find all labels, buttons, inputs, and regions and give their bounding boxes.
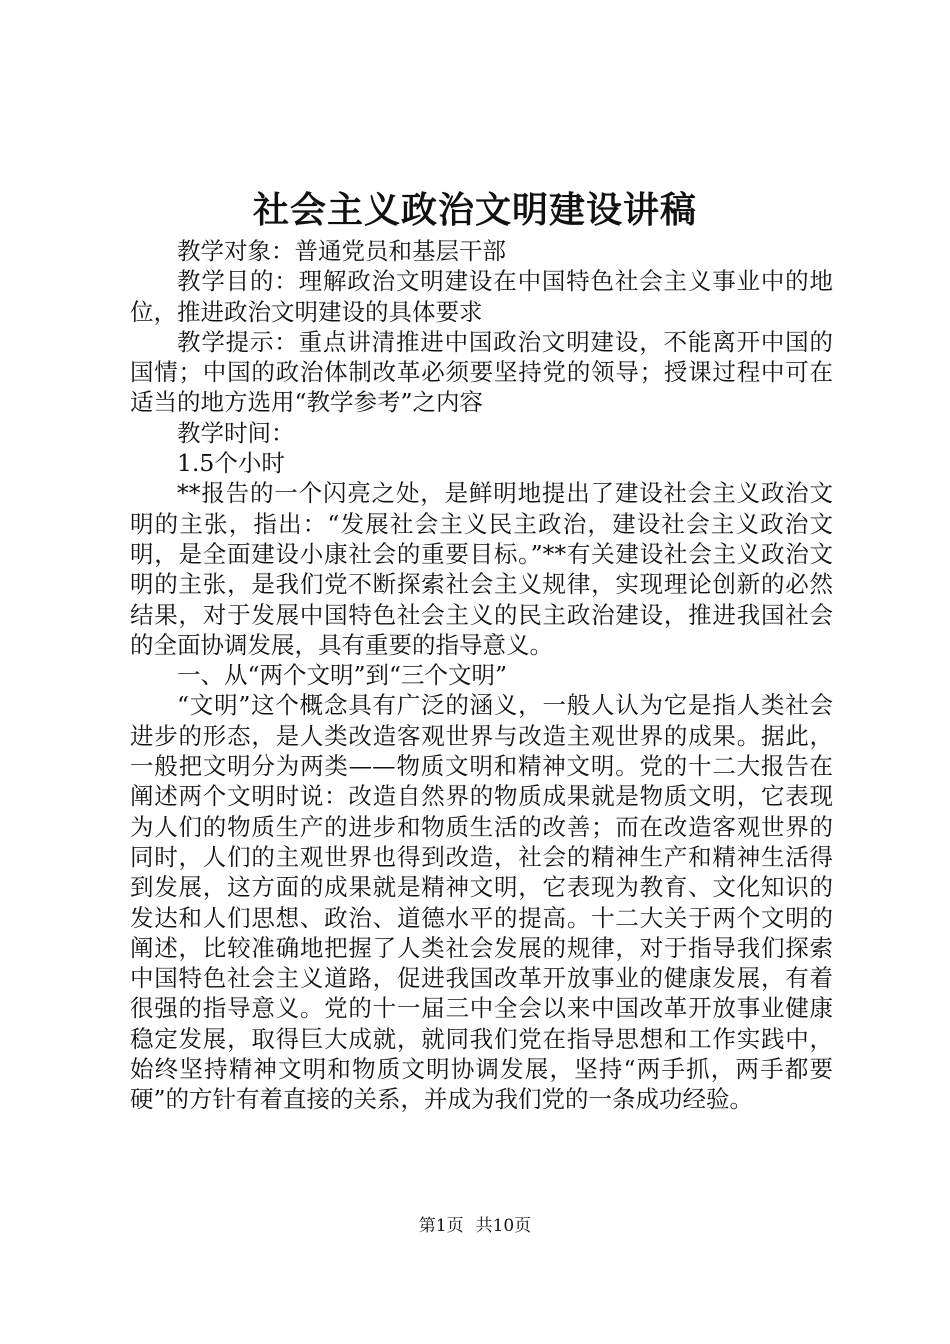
section-heading-two-to-three-civilizations: 一、从“两个文明”到“三个文明” bbox=[177, 661, 508, 690]
paragraph-teaching-purpose: 教学目的：理解政治文明建设在中国特色社会主义事业中的地位，推进政治文明建设的具体要求 bbox=[130, 267, 833, 326]
paragraph-civilization-concept: “文明”这个概念具有广泛的涵义，一般人认为它是指人类社会进步的形态，是人类改造客观世界与改造主观世界的成果。据此，一般把文明分为两类——物质文明和精神文明。党的十二大报告在阐述两个文明时说：改造自然界的物质成果就是物质文明，它表现为人们的物质生产的进步和物质生活的改善；而在改造客观世界的同时，人们的主观世界也得到改造，社会的精神生产和精神生活得到发展，这方面的成果就是精神文明，它表现为教育、文化知识的发达和人们思想、政治、道德水平的提高。十二大关于两个文明的阐述，比较准确地把握了人类社会发展的规律，对于指导我们探索中国特色社会主义道路，促进我国改革开放事业的健康发展，有着很强的指导意义。党的十一届三中全会以来中国改革开放事业健康稳定发展，取得巨大成就，就同我们党在指导思想和工作实践中，始终坚持精神文明和物质文明协调发展，坚持“两手抓，两手都要硬”的方针有着直接的关系，并成为我们党的一条成功经验。 bbox=[130, 691, 833, 1114]
paragraph-report-intro: **报告的一个闪亮之处，是鲜明地提出了建设社会主义政治文明的主张，指出：“发展社会主义民主政治，建设社会主义政治文明，是全面建设小康社会的重要目标。”**有关建设社会主义政治文明的主张，是我们党不断探索社会主义规律，实现理论创新的必然结果，对于发展中国特色社会主义的民主政治建设，推进我国社会的全面协调发展，具有重要的指导意义。 bbox=[130, 479, 833, 659]
paragraph-teaching-tips: 教学提示：重点讲清推进中国政治文明建设，不能离开中国的国情；中国的政治体制改革必须要坚持党的领导；授课过程中可在适当的地方选用“教学参考”之内容 bbox=[130, 327, 833, 417]
page-number: 第1页 bbox=[418, 1216, 464, 1236]
paragraph-teaching-time-label: 教学时间： bbox=[177, 418, 295, 447]
paragraph-teaching-time-value: 1.5个小时 bbox=[177, 449, 285, 478]
document-body bbox=[130, 236, 833, 1115]
page-total: 共10页 bbox=[475, 1216, 532, 1236]
document-title: 社会主义政治文明建设讲稿 bbox=[252, 189, 697, 231]
paragraph-teaching-target: 教学对象：普通党员和基层干部 bbox=[177, 237, 506, 265]
page-footer bbox=[0, 1215, 950, 1237]
